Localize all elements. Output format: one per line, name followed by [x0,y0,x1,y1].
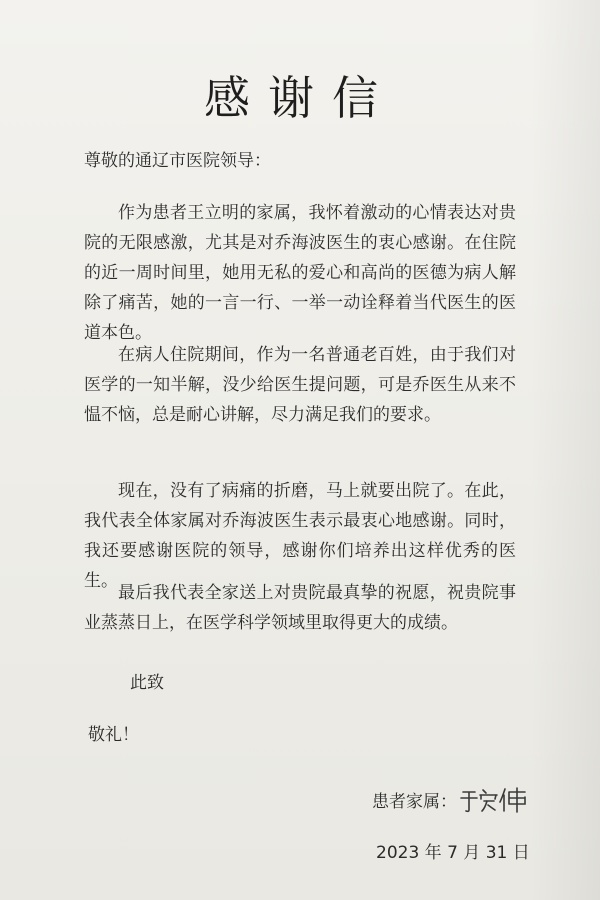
signature-block [372,784,529,814]
closing-cizhi: 此致 [130,673,164,693]
paragraph-2: 在病人住院期间，作为一名普通老百姓，由于我们对医学的一知半解，没少给医生提问题，可是乔医生从来不愠不恼，总是耐心讲解，尽力满足我们的要求。 [84,345,516,425]
letter-title: 感谢信 [204,71,396,125]
signature-label: 患者家属： [372,791,457,812]
closing-jingli: 敬礼！ [88,725,139,745]
paragraph-3: 现在，没有了病痛的折磨，马上就要出院了。在此，我代表全体家属对乔海波医生表示最衷心地感谢。同时，我还要感谢医院的领导，感谢你们培养出这样优秀的医生。 [84,481,516,591]
paper-shadow [530,0,600,900]
handwritten-signature [459,784,529,814]
letter-date: 2023 年 7 月 31 日 [376,843,530,863]
salutation: 尊敬的通辽市医院领导： [84,151,271,171]
paragraph-1: 作为患者王立明的家属，我怀着激动的心情表达对贵院的无限感激，尤其是对乔海波医生的衷心感谢。在住院的近一周时间里，她用无私的爱心和高尚的医德为病人解除了痛苦，她的一言一行、一举一动诠释着当代医生的医道本色。 [84,203,516,343]
paragraph-4: 最后我代表全家送上对贵院最真挚的祝愿，祝贵院事业蒸蒸日上，在医学科学领域里取得更大的成绩。 [84,583,516,633]
